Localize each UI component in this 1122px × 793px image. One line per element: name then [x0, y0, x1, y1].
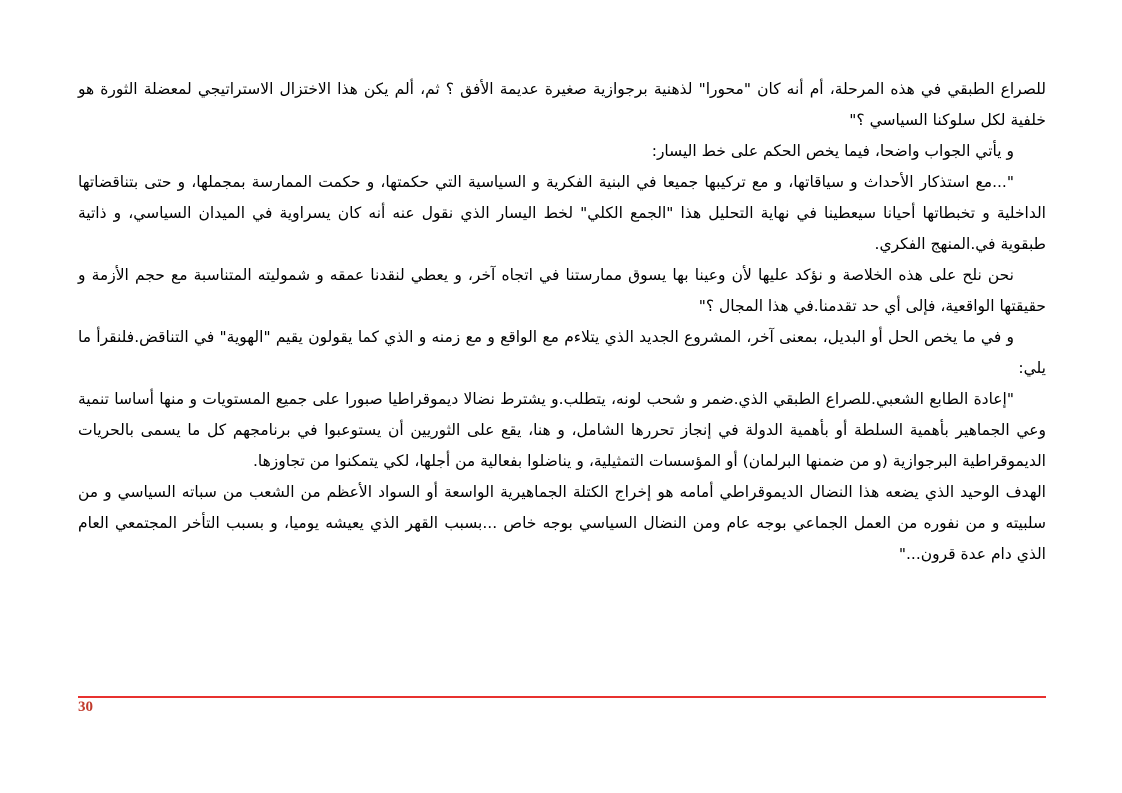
- page-number: 30: [78, 699, 93, 715]
- paragraph-5: و في ما يخص الحل أو البديل، بمعنى آخر، المشروع الجديد الذي يتلاءم مع الواقع و مع زمنه و الذي كما يقولون يقيم "الهوية" في التناقض.فلنقرأ ما يلي:: [78, 328, 1046, 377]
- paragraph-1: للصراع الطبقي في هذه المرحلة، أم أنه كان "محورا" لذهنية برجوازية صغيرة عديمة الأفق ؟ ثم، ألم يكن هذا الاختزال الاستراتيجي لمعضلة الثورة هو خلفية لكل سلوكنا السياسي ؟": [78, 80, 1046, 129]
- footer-divider: [78, 696, 1046, 698]
- paragraph-6: "إعادة الطابع الشعبي.للصراع الطبقي الذي.ضمر و شحب لونه، يتطلب.و يشترط نضالا ديموقراطيا صبورا على جميع المستويات و منها أساسا تنمية وعي الجماهير بأهمية السلطة أو بأهمية الدولة في إنجاز تحررها الشامل، و هنا، يقع على الثوريين أن يستوعبوا في برنامجهم كل ما يسمى بالحريات الديموقراطية البرجوازية (و من ضمنها البرلمان) أو المؤسسات التمثيلية، و يناضلوا بفعالية من أجلها، لكي يتمكنوا من تجاوزها.: [78, 390, 1046, 470]
- body-text: [78, 74, 1046, 570]
- paragraph-4: نحن نلح على هذه الخلاصة و نؤكد عليها لأن وعينا بها يسوق ممارستنا في اتجاه آخر، و يعطي لنقدنا عمقه و شموليته المتناسبة مع حجم الأزمة و حقيقتها الواقعية، فإلى أي حد تقدمنا.في هذا المجال ؟": [78, 266, 1046, 315]
- paragraph-7: الهدف الوحيد الذي يضعه هذا النضال الديموقراطي أمامه هو إخراج الكتلة الجماهيرية الواسعة أو السواد الأعظم من الشعب من سباته السياسي و من سلبيته و من نفوره من العمل الجماعي بوجه عام ومن النضال السياسي بوجه خاص ...بسبب القهر الذي يعيشه يوميا، و بسبب التأخر المجتمعي العام الذي دام عدة قرون...": [78, 483, 1046, 563]
- paragraph-3: "...مع استذكار الأحداث و سياقاتها، و مع تركيبها جميعا في البنية الفكرية و السياسية التي حكمتها، و حكمت الممارسة بمجملها، و حتى بتناقضاتها الداخلية و تخبطاتها أحيانا سيعطينا في نهاية التحليل هذا "الجمع الكلي" لخط اليسار الذي نقول عنه أنه كان يسراوية في الميدان السياسي، و ذاتية طبقوية في.المنهج الفكري.: [78, 173, 1046, 253]
- paragraph-2: و يأتي الجواب واضحا، فيما يخص الحكم على خط اليسار:: [651, 142, 1014, 160]
